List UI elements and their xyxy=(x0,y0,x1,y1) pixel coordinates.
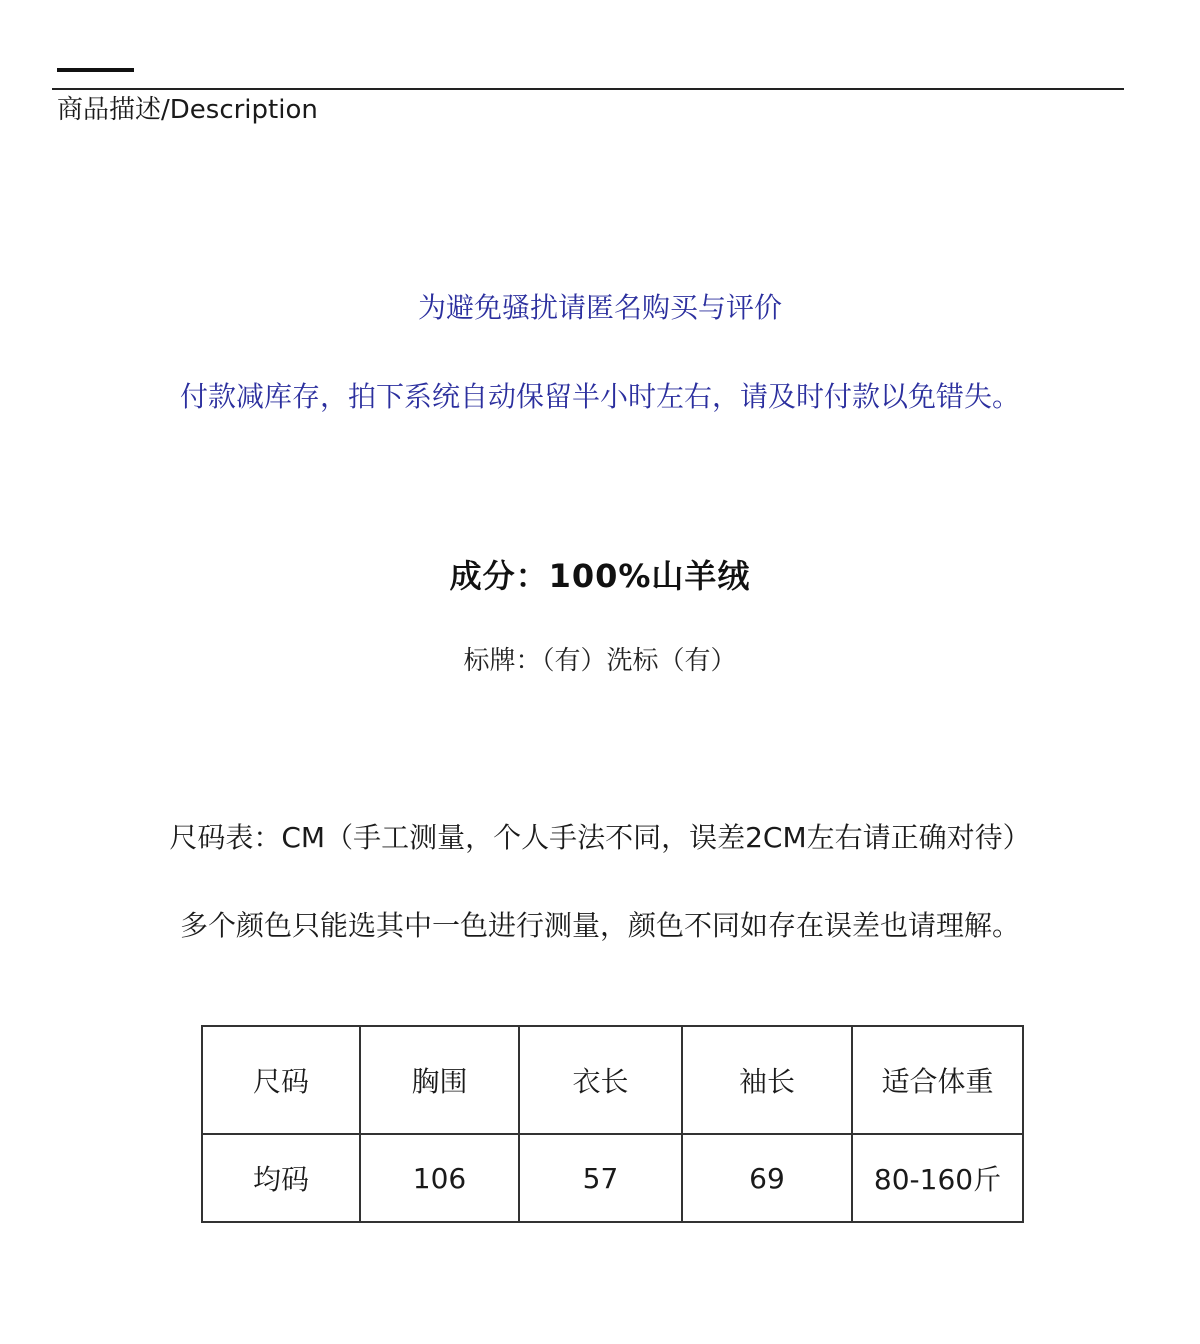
anonymous-purchase-notice: 为避免骚扰请匿名购买与评价 xyxy=(417,291,782,324)
table-cell: 57 xyxy=(519,1134,682,1222)
table-header-cell: 袖长 xyxy=(682,1026,852,1134)
table-cell: 106 xyxy=(360,1134,519,1222)
size-table xyxy=(201,1025,1024,1223)
table-header-cell: 适合体重 xyxy=(852,1026,1023,1134)
size-chart-note: 尺码表：CM（手工测量，个人手法不同，误差2CM左右请正确对待） xyxy=(169,821,1031,854)
table-header-cell: 尺码 xyxy=(202,1026,360,1134)
header-accent-bar xyxy=(57,68,134,72)
table-header-cell: 胸围 xyxy=(360,1026,519,1134)
table-cell: 80-160斤 xyxy=(852,1134,1023,1222)
table-cell: 均码 xyxy=(202,1134,360,1222)
section-title: 商品描述/Description xyxy=(57,95,318,125)
header-divider xyxy=(52,88,1124,90)
payment-notice: 付款减库存，拍下系统自动保留半小时左右，请及时付款以免错失。 xyxy=(179,380,1020,413)
table-header-row xyxy=(202,1026,1023,1134)
tags-text: 标牌：（有）洗标（有） xyxy=(463,646,737,676)
table-cell: 69 xyxy=(682,1134,852,1222)
color-measurement-note: 多个颜色只能选其中一色进行测量，颜色不同如存在误差也请理解。 xyxy=(179,909,1020,942)
table-header-cell: 衣长 xyxy=(519,1026,682,1134)
composition-text: 成分：100%山羊绒 xyxy=(449,557,751,595)
table-row xyxy=(202,1134,1023,1222)
